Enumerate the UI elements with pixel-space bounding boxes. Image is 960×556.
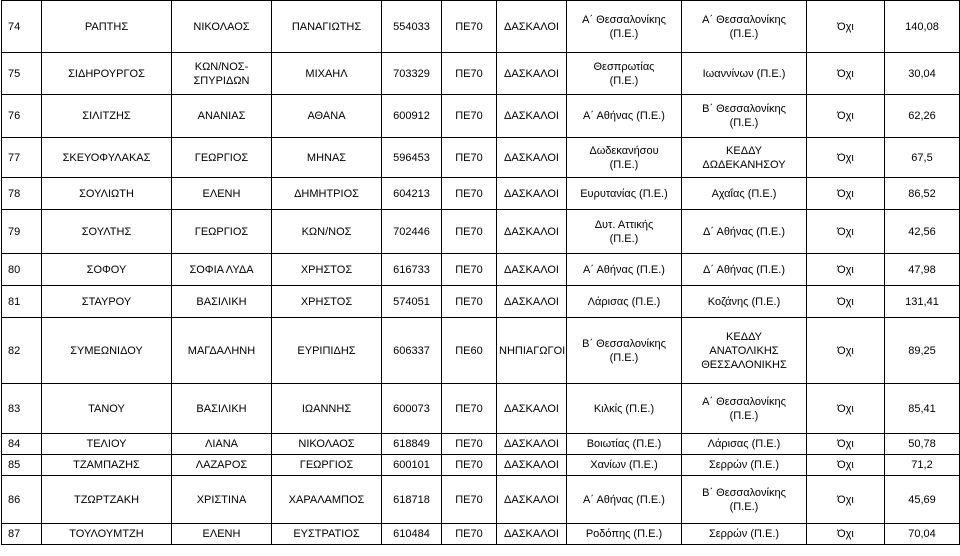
cell-am: 600101 [382,455,442,476]
cell-no: 84 [2,434,42,455]
cell-flag: Όχι [807,254,885,286]
cell-father: ΜΗΝΑΣ [272,138,382,178]
table-row [2,138,960,178]
cell-father: ΓΕΩΡΓΙΟΣ [272,455,382,476]
cell-branch: ΠΕ60 [442,318,497,384]
cell-spec: ΔΑΣΚΑΛΟΙ [497,178,567,210]
cell-points: 140,08 [885,1,960,53]
cell-no: 87 [2,524,42,545]
cell-points: 45,69 [885,476,960,524]
table-row [2,178,960,210]
cell-name: ΣΟΦΙΑ ΛΥΔΑ [172,254,272,286]
cell-name: ΧΡΙΣΤΙΝΑ [172,476,272,524]
cell-am: 606337 [382,318,442,384]
cell-no: 81 [2,286,42,318]
cell-points: 67,5 [885,138,960,178]
table-row [2,455,960,476]
cell-spec: ΔΑΣΚΑΛΟΙ [497,476,567,524]
cell-no: 74 [2,1,42,53]
cell-from: Α΄ Αθήνας (Π.Ε.) [567,254,682,286]
cell-surname: ΣΙΔΗΡΟΥΡΓΟΣ [42,53,172,95]
cell-am: 554033 [382,1,442,53]
cell-flag: Όχι [807,434,885,455]
cell-spec: ΔΑΣΚΑΛΟΙ [497,1,567,53]
cell-father: ΝΙΚΟΛΑΟΣ [272,434,382,455]
cell-to: Α΄ Θεσσαλονίκης (Π.Ε.) [682,384,807,434]
table-row [2,384,960,434]
cell-name: ΜΑΓΔΑΛΗΝΗ [172,318,272,384]
cell-flag: Όχι [807,455,885,476]
cell-points: 50,78 [885,434,960,455]
cell-flag: Όχι [807,53,885,95]
cell-branch: ΠΕ70 [442,434,497,455]
cell-points: 71,2 [885,455,960,476]
cell-to: Β΄ Θεσσαλονίκης (Π.Ε.) [682,476,807,524]
cell-flag: Όχι [807,476,885,524]
cell-from: Θεσπρωτίας (Π.Ε.) [567,53,682,95]
cell-am: 618849 [382,434,442,455]
cell-surname: ΡΑΠΤΗΣ [42,1,172,53]
cell-branch: ΠΕ70 [442,178,497,210]
table-row [2,254,960,286]
table-row [2,476,960,524]
cell-name: ΛΑΖΑΡΟΣ [172,455,272,476]
cell-no: 82 [2,318,42,384]
cell-surname: ΣΟΥΛΙΩΤΗ [42,178,172,210]
cell-points: 62,26 [885,95,960,138]
cell-spec: ΔΑΣΚΑΛΟΙ [497,210,567,254]
cell-from: Λάρισας (Π.Ε.) [567,286,682,318]
cell-surname: ΣΤΑΥΡΟΥ [42,286,172,318]
cell-flag: Όχι [807,95,885,138]
cell-branch: ΠΕ70 [442,53,497,95]
cell-to: Αχαΐας (Π.Ε.) [682,178,807,210]
cell-surname: ΤΖΑΜΠΑΖΗΣ [42,455,172,476]
cell-spec: ΔΑΣΚΑΛΟΙ [497,286,567,318]
cell-father: ΚΩΝ/ΝΟΣ [272,210,382,254]
cell-to: Β΄ Θεσσαλονίκης (Π.Ε.) [682,95,807,138]
cell-from: Δωδεκανήσου (Π.Ε.) [567,138,682,178]
cell-flag: Όχι [807,138,885,178]
cell-name: ΓΕΩΡΓΙΟΣ [172,210,272,254]
cell-name: ΕΛΕΝΗ [172,524,272,545]
cell-branch: ΠΕ70 [442,286,497,318]
cell-from: Α΄ Θεσσαλονίκης (Π.Ε.) [567,1,682,53]
cell-no: 76 [2,95,42,138]
cell-am: 618718 [382,476,442,524]
table-row [2,434,960,455]
cell-branch: ΠΕ70 [442,138,497,178]
cell-branch: ΠΕ70 [442,455,497,476]
cell-no: 85 [2,455,42,476]
cell-spec: ΔΑΣΚΑΛΟΙ [497,434,567,455]
cell-surname: ΤΟΥΛΟΥΜΤΖΗ [42,524,172,545]
cell-to: ΚΕΔΔΥ ΑΝΑΤΟΛΙΚΗΣ ΘΕΣΣΑΛΟΝΙΚΗΣ [682,318,807,384]
cell-points: 131,41 [885,286,960,318]
table-row [2,1,960,53]
cell-from: Α΄ Αθήνας (Π.Ε.) [567,95,682,138]
cell-flag: Όχι [807,1,885,53]
cell-am: 703329 [382,53,442,95]
cell-from: Ροδόπης (Π.Ε.) [567,524,682,545]
cell-am: 600073 [382,384,442,434]
table-row [2,524,960,545]
cell-spec: ΔΑΣΚΑΛΟΙ [497,254,567,286]
cell-spec: ΔΑΣΚΑΛΟΙ [497,95,567,138]
cell-from: Κιλκίς (Π.Ε.) [567,384,682,434]
cell-no: 75 [2,53,42,95]
cell-surname: ΣΟΦΟΥ [42,254,172,286]
cell-points: 86,52 [885,178,960,210]
cell-no: 83 [2,384,42,434]
cell-branch: ΠΕ70 [442,254,497,286]
cell-name: ΑΝΑΝΙΑΣ [172,95,272,138]
cell-branch: ΠΕ70 [442,476,497,524]
cell-flag: Όχι [807,178,885,210]
cell-spec: ΔΑΣΚΑΛΟΙ [497,384,567,434]
cell-points: 30,04 [885,53,960,95]
cell-branch: ΠΕ70 [442,95,497,138]
cell-flag: Όχι [807,524,885,545]
table-row [2,318,960,384]
cell-points: 47,98 [885,254,960,286]
cell-father: ΧΡΗΣΤΟΣ [272,286,382,318]
cell-am: 702446 [382,210,442,254]
cell-spec: ΔΑΣΚΑΛΟΙ [497,455,567,476]
cell-am: 600912 [382,95,442,138]
cell-flag: Όχι [807,318,885,384]
cell-am: 616733 [382,254,442,286]
cell-no: 78 [2,178,42,210]
cell-from: Χανίων (Π.Ε.) [567,455,682,476]
cell-surname: ΤΑΝΟΥ [42,384,172,434]
cell-flag: Όχι [807,286,885,318]
cell-am: 610484 [382,524,442,545]
table-row [2,210,960,254]
cell-father: ΔΗΜΗΤΡΙΟΣ [272,178,382,210]
cell-no: 77 [2,138,42,178]
cell-spec: ΝΗΠΙΑΓΩΓΟΙ [497,318,567,384]
cell-flag: Όχι [807,384,885,434]
cell-branch: ΠΕ70 [442,210,497,254]
cell-branch: ΠΕ70 [442,1,497,53]
cell-name: ΛΙΑΝΑ [172,434,272,455]
cell-name: ΕΛΕΝΗ [172,178,272,210]
cell-branch: ΠΕ70 [442,384,497,434]
cell-to: Λάρισας (Π.Ε.) [682,434,807,455]
cell-am: 596453 [382,138,442,178]
cell-father: ΕΥΡΙΠΙΔΗΣ [272,318,382,384]
cell-father: ΕΥΣΤΡΑΤΙΟΣ [272,524,382,545]
cell-name: ΒΑΣΙΛΙΚΗ [172,286,272,318]
cell-points: 42,56 [885,210,960,254]
cell-am: 604213 [382,178,442,210]
cell-flag: Όχι [807,210,885,254]
cell-father: ΧΡΗΣΤΟΣ [272,254,382,286]
cell-to: Ιωαννίνων (Π.Ε.) [682,53,807,95]
cell-from: Β΄ Θεσσαλονίκης (Π.Ε.) [567,318,682,384]
cell-to: Δ΄ Αθήνας (Π.Ε.) [682,210,807,254]
cell-to: ΚΕΔΔΥ ΔΩΔΕΚΑΝΗΣΟΥ [682,138,807,178]
cell-from: Α΄ Αθήνας (Π.Ε.) [567,476,682,524]
cell-name: ΝΙΚΟΛΑΟΣ [172,1,272,53]
cell-surname: ΣΥΜΕΩΝΙΔΟΥ [42,318,172,384]
cell-father: ΜΙΧΑΗΛ [272,53,382,95]
cell-father: ΙΩΑΝΝΗΣ [272,384,382,434]
cell-spec: ΔΑΣΚΑΛΟΙ [497,138,567,178]
cell-spec: ΔΑΣΚΑΛΟΙ [497,53,567,95]
cell-to: Δ΄ Αθήνας (Π.Ε.) [682,254,807,286]
cell-surname: ΤΕΛΙΟΥ [42,434,172,455]
cell-spec: ΔΑΣΚΑΛΟΙ [497,524,567,545]
cell-to: Α΄ Θεσσαλονίκης (Π.Ε.) [682,1,807,53]
cell-surname: ΤΖΩΡΤΖΑΚΗ [42,476,172,524]
cell-to: Σερρών (Π.Ε.) [682,455,807,476]
cell-from: Βοιωτίας (Π.Ε.) [567,434,682,455]
cell-points: 89,25 [885,318,960,384]
cell-name: ΒΑΣΙΛΙΚΗ [172,384,272,434]
cell-from: Ευρυτανίας (Π.Ε.) [567,178,682,210]
table-body [2,1,960,545]
cell-to: Σερρών (Π.Ε.) [682,524,807,545]
table-row [2,286,960,318]
cell-points: 70,04 [885,524,960,545]
cell-to: Κοζάνης (Π.Ε.) [682,286,807,318]
cell-branch: ΠΕ70 [442,524,497,545]
cell-no: 79 [2,210,42,254]
table-row [2,53,960,95]
cell-father: ΠΑΝΑΓΙΩΤΗΣ [272,1,382,53]
cell-surname: ΣΟΥΛΤΗΣ [42,210,172,254]
transfer-table [1,0,960,545]
cell-father: ΑΘΑΝΑ [272,95,382,138]
cell-no: 80 [2,254,42,286]
cell-surname: ΣΚΕΥΟΦΥΛΑΚΑΣ [42,138,172,178]
cell-am: 574051 [382,286,442,318]
cell-from: Δυτ. Αττικής (Π.Ε.) [567,210,682,254]
table-row [2,95,960,138]
cell-surname: ΣΙΛΙΤΖΗΣ [42,95,172,138]
cell-name: ΓΕΩΡΓΙΟΣ [172,138,272,178]
cell-points: 85,41 [885,384,960,434]
cell-name: ΚΩΝ/ΝΟΣ- ΣΠΥΡΙΔΩΝ [172,53,272,95]
cell-no: 86 [2,476,42,524]
cell-father: ΧΑΡΑΛΑΜΠΟΣ [272,476,382,524]
